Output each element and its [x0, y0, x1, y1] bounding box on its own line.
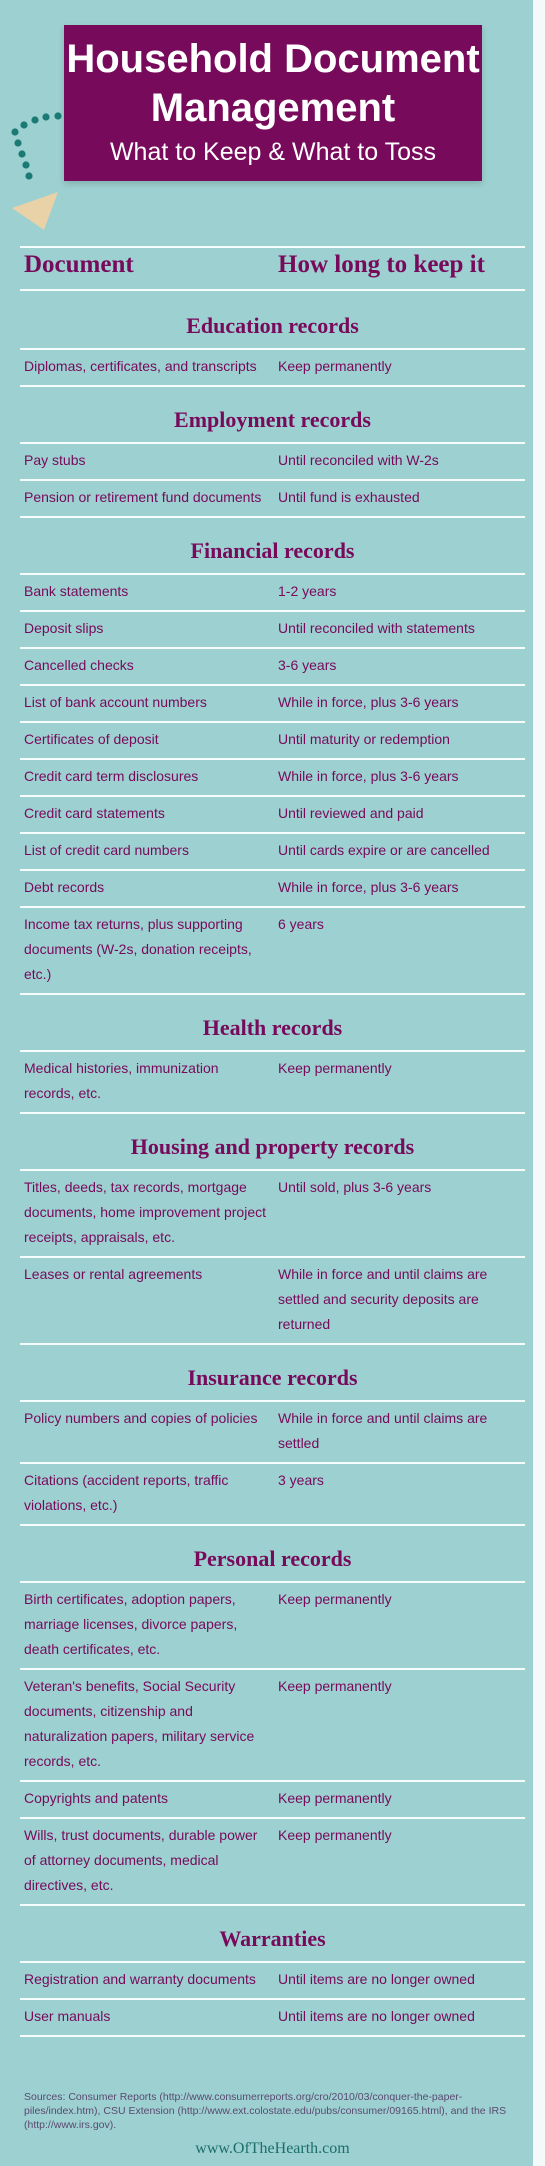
retention-cell	[278, 616, 518, 641]
document-cell-line: Cancelled checks	[24, 657, 134, 673]
retention-cell-line: While in force, plus 3-6 years	[278, 879, 459, 895]
section-heading: Warranties	[219, 1926, 326, 1951]
sources-note: Sources: Consumer Reports (http://www.consumerreports.org/cro/2010/03/conquer-the-paper-piles/index.htm), CSU Extension (http://www.ext.colostate.edu/pubs/consumer/09165.html), and the IRS (http://www.irs.gov).	[24, 2091, 507, 2131]
divider	[20, 516, 525, 518]
document-cell-line: documents, home improvement project	[24, 1204, 266, 1220]
document-cell-line: Debt records	[24, 879, 105, 895]
retention-cell	[278, 448, 518, 473]
divider	[20, 1256, 525, 1258]
divider	[20, 1780, 525, 1782]
document-cell	[24, 727, 268, 752]
retention-cell	[278, 653, 518, 678]
document-cell-line: Bank statements	[24, 583, 129, 599]
document-cell-line: death certificates, etc.	[24, 1641, 161, 1657]
document-cell-line: receipts, appraisals, etc.	[24, 1229, 175, 1245]
retention-cell-line: Keep permanently	[278, 1591, 392, 1607]
dotted-arrow-icon	[0, 100, 70, 240]
document-cell-line: Credit card statements	[24, 805, 165, 821]
retention-cell-line: Until sold, plus 3-6 years	[278, 1179, 432, 1195]
document-cell-line: List of bank account numbers	[24, 694, 207, 710]
retention-cell	[278, 2004, 518, 2029]
document-cell	[24, 485, 268, 510]
divider	[20, 1581, 525, 1583]
document-cell-line: violations, etc.)	[24, 1497, 118, 1513]
document-cell-line: documents, citizenship and	[24, 1703, 193, 1719]
divider	[20, 1462, 525, 1464]
retention-cell	[278, 912, 518, 937]
document-cell	[24, 616, 268, 641]
title-line-1: Household Document	[66, 37, 480, 81]
retention-cell-line: Keep permanently	[278, 1060, 392, 1076]
document-cell	[24, 690, 268, 715]
retention-cell-line: Keep permanently	[278, 1790, 392, 1806]
divider	[20, 684, 525, 686]
retention-cell-line: 6 years	[278, 916, 324, 932]
document-cell-line: Medical histories, immunization	[24, 1060, 219, 1076]
divider	[20, 610, 525, 612]
retention-cell	[278, 764, 518, 789]
divider	[20, 1817, 525, 1819]
document-cell-line: Copyrights and patents	[24, 1790, 168, 1806]
document-cell	[24, 912, 268, 987]
divider	[20, 721, 525, 723]
section-heading: Housing and property records	[130, 1134, 415, 1159]
retention-cell-line: While in force, plus 3-6 years	[278, 694, 459, 710]
document-cell-line: of attorney documents, medical	[24, 1852, 219, 1868]
section-heading: Health records	[202, 1015, 343, 1040]
retention-cell-line: 3 years	[278, 1472, 324, 1488]
divider	[20, 442, 525, 444]
retention-cell-line: settled	[278, 1435, 320, 1451]
document-cell-line: Policy numbers and copies of policies	[24, 1410, 258, 1426]
document-cell-line: records, etc.	[24, 1085, 102, 1101]
retention-cell	[278, 354, 518, 379]
document-cell	[24, 1175, 268, 1250]
document-cell	[24, 1674, 268, 1774]
document-cell-line: Leases or rental agreements	[24, 1266, 203, 1282]
divider	[20, 573, 525, 575]
document-cell	[24, 801, 268, 826]
divider	[20, 1112, 525, 1114]
divider	[20, 906, 525, 908]
section-heading: Insurance records	[187, 1365, 358, 1390]
document-cell-line: User manuals	[24, 2008, 111, 2024]
document-cell-line: Pay stubs	[24, 452, 86, 468]
document-cell-line: Certificates of deposit	[24, 731, 159, 747]
retention-cell	[278, 1967, 518, 1992]
retention-cell	[278, 1587, 518, 1612]
document-cell	[24, 1587, 268, 1662]
divider	[20, 795, 525, 797]
retention-cell-line: While in force and until claims are	[278, 1410, 488, 1426]
column-header-document: Document	[24, 251, 134, 278]
document-cell	[24, 448, 268, 473]
retention-cell-line: Keep permanently	[278, 1678, 392, 1694]
divider	[20, 289, 525, 291]
divider	[20, 348, 525, 350]
divider	[20, 1343, 525, 1345]
document-cell-line: List of credit card numbers	[24, 842, 189, 858]
divider	[20, 758, 525, 760]
document-cell-line: Veteran's benefits, Social Security	[24, 1678, 236, 1694]
document-cell-line: documents (W-2s, donation receipts,	[24, 941, 252, 957]
document-cell	[24, 1786, 268, 1811]
document-cell	[24, 2004, 268, 2029]
retention-cell-line: returned	[278, 1316, 331, 1332]
divider	[20, 1668, 525, 1670]
document-cell-line: Deposit slips	[24, 620, 104, 636]
divider	[20, 2035, 525, 2037]
retention-cell	[278, 1468, 518, 1493]
retention-cell-line: Until reviewed and paid	[278, 805, 424, 821]
column-header-keep: How long to keep it	[278, 251, 485, 278]
divider	[20, 1524, 525, 1526]
retention-cell-line: While in force and until claims are	[278, 1266, 488, 1282]
divider	[20, 1998, 525, 2000]
document-cell-line: etc.)	[24, 966, 52, 982]
retention-cell-line: 1-2 years	[278, 583, 337, 599]
divider	[20, 869, 525, 871]
divider	[20, 385, 525, 387]
footer-url: www.OfTheHearth.com	[195, 2140, 350, 2157]
document-cell-line: Citations (accident reports, traffic	[24, 1472, 229, 1488]
retention-cell-line: settled and security deposits are	[278, 1291, 479, 1307]
document-cell-line: Diplomas, certificates, and transcripts	[24, 358, 257, 374]
retention-cell	[278, 1175, 518, 1200]
retention-cell-line: Until items are no longer owned	[278, 2008, 475, 2024]
document-cell	[24, 354, 268, 379]
title-line-2: Management	[150, 86, 396, 130]
retention-cell-line: While in force, plus 3-6 years	[278, 768, 459, 784]
retention-cell-line: Until reconciled with statements	[278, 620, 475, 636]
retention-cell-line: Until cards expire or are cancelled	[278, 842, 490, 858]
document-cell	[24, 764, 268, 789]
page-edge	[533, 0, 545, 2166]
retention-cell	[278, 1674, 518, 1699]
section-heading: Personal records	[193, 1546, 352, 1571]
retention-cell	[278, 1823, 518, 1848]
document-cell-line: Credit card term disclosures	[24, 768, 199, 784]
retention-cell	[278, 1056, 518, 1081]
retention-cell	[278, 875, 518, 900]
retention-cell-line: Until fund is exhausted	[278, 489, 420, 505]
divider	[20, 1400, 525, 1402]
title-banner	[64, 25, 482, 181]
document-cell-line: directives, etc.	[24, 1877, 114, 1893]
document-cell	[24, 1823, 268, 1898]
document-cell	[24, 1468, 268, 1518]
document-cell-line: Wills, trust documents, durable power	[24, 1827, 258, 1843]
divider	[20, 1050, 525, 1052]
document-cell	[24, 838, 268, 863]
divider	[20, 479, 525, 481]
retention-cell-line: Until items are no longer owned	[278, 1971, 475, 1987]
divider	[20, 1961, 525, 1963]
retention-cell	[278, 579, 518, 604]
document-cell	[24, 1967, 268, 1992]
section-heading: Financial records	[190, 538, 355, 563]
divider	[20, 1169, 525, 1171]
document-cell-line: marriage licenses, divorce papers,	[24, 1616, 238, 1632]
document-cell-line: Income tax returns, plus supporting	[24, 916, 243, 932]
divider	[20, 832, 525, 834]
section-heading: Employment records	[174, 407, 371, 432]
retention-cell	[278, 1786, 518, 1811]
document-cell-line: Titles, deeds, tax records, mortgage	[24, 1179, 247, 1195]
document-cell	[24, 579, 268, 604]
retention-cell	[278, 838, 518, 863]
retention-cell-line: 3-6 years	[278, 657, 337, 673]
document-cell	[24, 1406, 268, 1431]
document-cell	[24, 875, 268, 900]
retention-cell	[278, 1262, 518, 1337]
document-cell	[24, 1056, 268, 1106]
retention-cell-line: Keep permanently	[278, 358, 392, 374]
document-cell-line: Registration and warranty documents	[24, 1971, 256, 1987]
divider	[20, 246, 525, 248]
document-cell-line: Pension or retirement fund documents	[24, 489, 262, 505]
retention-cell	[278, 727, 518, 752]
divider	[20, 993, 525, 995]
retention-cell	[278, 690, 518, 715]
retention-cell	[278, 485, 518, 510]
section-heading: Education records	[186, 313, 359, 338]
retention-cell-line: Keep permanently	[278, 1827, 392, 1843]
retention-cell	[278, 801, 518, 826]
document-cell-line: records, etc.	[24, 1753, 102, 1769]
retention-cell-line: Until reconciled with W-2s	[278, 452, 439, 468]
document-cell	[24, 653, 268, 678]
retention-cell	[278, 1406, 518, 1456]
retention-cell-line: Until maturity or redemption	[278, 731, 450, 747]
document-cell-line: naturalization papers, military service	[24, 1728, 255, 1744]
document-cell-line: Birth certificates, adoption papers,	[24, 1591, 236, 1607]
document-cell	[24, 1262, 268, 1287]
subtitle: What to Keep & What to Toss	[109, 138, 437, 166]
divider	[20, 647, 525, 649]
divider	[20, 1904, 525, 1906]
